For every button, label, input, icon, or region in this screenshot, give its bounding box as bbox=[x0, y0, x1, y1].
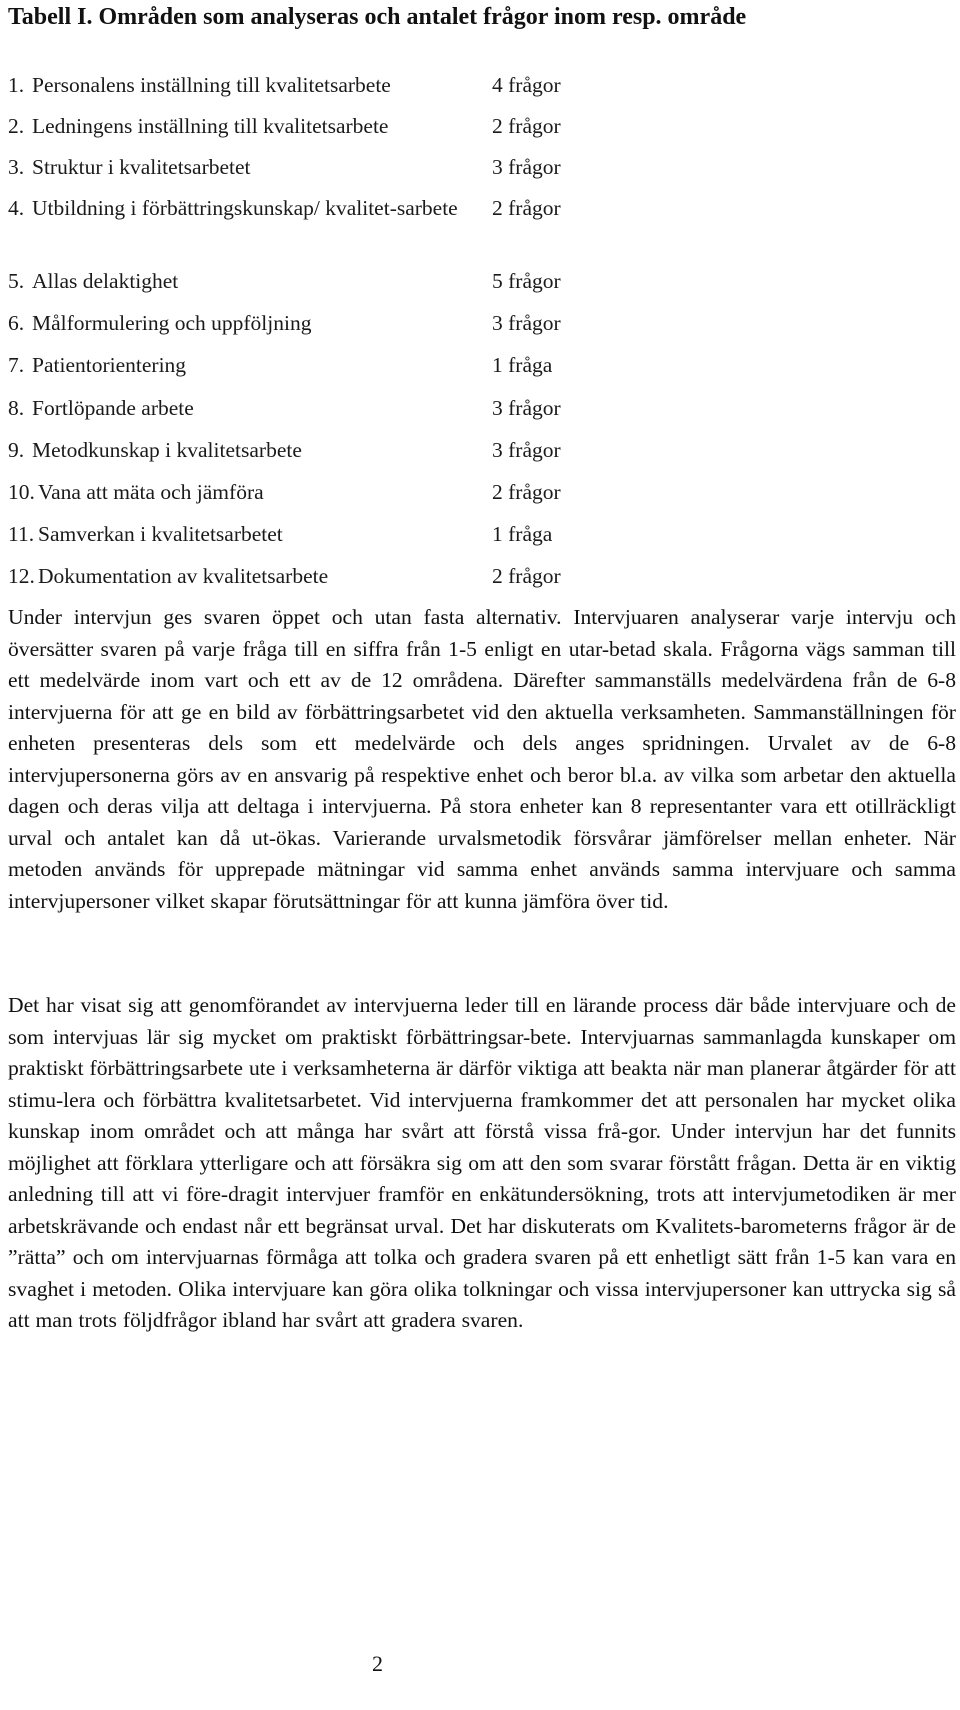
area-label: Dokumentation av kvalitetsarbete bbox=[38, 564, 329, 588]
area-question-count: 2 frågor bbox=[492, 114, 561, 138]
body-paragraph-2: Det har visat sig att genomförandet av intervjuerna leder till en lärande process där både intervjuare och de som intervjuas lär sig mycket om praktiskt förbättringsar-bete. Intervjuarnas sammanlagda kunskaper om praktiskt förbättringsarbete ute i verksamheterna är därför viktiga att beakta när man planerar åtgärder för att stimu-lera och förbättra kvalitetsarbetet. Vid intervjuerna framkommer det att personalen har mycket olika kunskap inom området och att många har svårt att förstå vissa frå-gor. Under intervjun har det funnits möjlighet att förklara ytterligare och att försäkra sig om att den som svarar förstått frågan. Detta är en viktig anledning till att vi före-dragit intervjuer framför en enkätundersökning, trots att intervjumetodiken är mer arbetskrävande och endast når ett begränsat urval. Det har diskuterats om Kvalitets-barometerns frågor är de ”rätta” och om intervjuarnas förmåga att tolka och gradera svaren på ett enhetligt sätt från 1-5 kan vara en svaghet i metoden. Olika intervjuare kan göra olika tolkningar och vissa intervjupersoner kan uttrycka sig så att man trots följdfrågor ibland har svårt att gradera svaren. bbox=[8, 993, 956, 1332]
area-question-count: 5 frågor bbox=[492, 269, 561, 293]
area-number: 4. bbox=[8, 196, 25, 220]
area-number: 12. bbox=[8, 564, 35, 588]
area-number: 5. bbox=[8, 269, 25, 293]
area-number: 11. bbox=[8, 522, 35, 546]
area-label: Patientorientering bbox=[32, 353, 187, 377]
area-number: 8. bbox=[8, 396, 25, 420]
area-number: 3. bbox=[8, 155, 25, 179]
page-number: 2 bbox=[372, 1651, 383, 1676]
area-number: 9. bbox=[8, 438, 25, 462]
area-number: 1. bbox=[8, 73, 25, 97]
area-question-count: 4 frågor bbox=[492, 73, 561, 97]
area-question-count: 3 frågor bbox=[492, 155, 561, 179]
area-label: Allas delaktighet bbox=[32, 269, 179, 293]
area-question-count: 3 frågor bbox=[492, 311, 561, 335]
area-label: Samverkan i kvalitetsarbetet bbox=[38, 522, 283, 546]
area-question-count: 3 frågor bbox=[492, 396, 561, 420]
area-question-count: 2 frågor bbox=[492, 196, 561, 220]
area-number: 10. bbox=[8, 480, 35, 504]
area-number: 6. bbox=[8, 311, 25, 335]
area-question-count: 3 frågor bbox=[492, 438, 561, 462]
area-label: Struktur i kvalitetsarbetet bbox=[32, 155, 251, 179]
area-label: Målformulering och uppföljning bbox=[32, 311, 312, 335]
table-title: Tabell I. Områden som analyseras och antalet frågor inom resp. område bbox=[8, 4, 747, 30]
body-paragraph-1: Under intervjun ges svaren öppet och utan fasta alternativ. Intervjuaren analyserar varje intervju och översätter svaren på varje fråga till en siffra från 1-5 enligt en utar-betad skala. Frågorna vägs samman till ett medelvärde inom vart och ett av de 12 områdena. Därefter sammanställs medelvärdena från de 6-8 intervjuerna för att ge en bild av förbättringsarbetet vid den aktuella verksamheten. Sammanställningen för enheten presenteras dels som ett medelvärde och dels anges spridningen. Urvalet av de 6-8 intervjupersonerna görs av en ansvarig på respektive enhet och beror bl.a. av vilka som arbetar den aktuella dagen och deras vilja att deltaga i intervjuerna. På stora enheter kan 8 representanter vara ett otillräckligt urval och antalet kan då ut-ökas. Varierande urvalsmetodik försvårar jämförelser mellan enheter. När metoden används för upprepade mätningar vid samma enhet används samma intervjuare och samma intervjupersoner vilket skapar förutsättningar för att kunna jämföra över tid. bbox=[8, 605, 956, 913]
area-number: 2. bbox=[8, 114, 25, 138]
area-label: Utbildning i förbättringskunskap/ kvalitet-sarbete bbox=[32, 196, 458, 220]
area-question-count: 1 fråga bbox=[492, 522, 553, 546]
area-label: Ledningens inställning till kvalitetsarbete bbox=[32, 114, 389, 138]
area-label: Vana att mäta och jämföra bbox=[38, 480, 264, 504]
area-question-count: 1 fråga bbox=[492, 353, 553, 377]
area-question-count: 2 frågor bbox=[492, 564, 561, 588]
area-label: Fortlöpande arbete bbox=[32, 396, 194, 420]
area-label: Personalens inställning till kvalitetsarbete bbox=[32, 73, 391, 97]
area-number: 7. bbox=[8, 353, 25, 377]
area-label: Metodkunskap i kvalitetsarbete bbox=[32, 438, 302, 462]
area-question-count: 2 frågor bbox=[492, 480, 561, 504]
